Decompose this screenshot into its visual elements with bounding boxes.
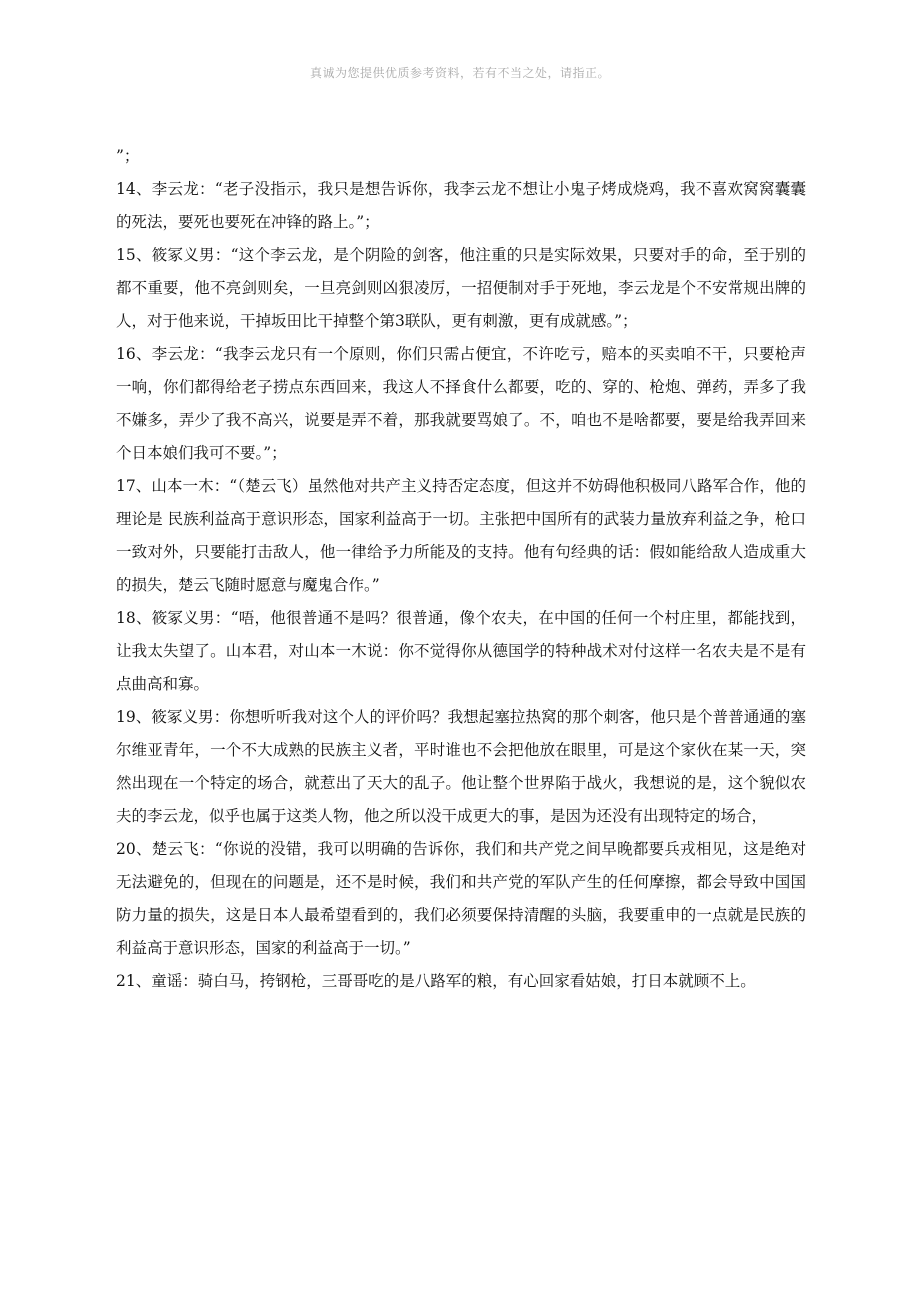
paragraph-quote-17: 17、山本一木：“（楚云飞）虽然他对共产主义持否定态度，但这并不妨碍他积极同八路军合作，他的理论是 民族利益高于意识形态，国家利益高于一切。主张把中国所有的武装力量放弃利益之争，枪口一致对外，只要能打击敌人，他一律给予力所能及的支持。他有句经典的话：假如能给敌人造成重大的损失，楚云飞随时愿意与魔鬼合作。” [116,477,806,594]
paragraph-quote-19: 19、筱冢义男：你想听听我对这个人的评价吗？我想起塞拉热窝的那个刺客，他只是个普普通通的塞尔维亚青年，一个不大成熟的民族主义者，平时谁也不会把他放在眼里，可是这个家伙在某一天，突然出现在一个特定的场合，就惹出了天大的乱子。他让整个世界陷于战火，我想说的是，这个貌似农夫的李云龙，似乎也属于这类人物，他之所以没干成更大的事，是因为还没有出现特定的场合， [116,708,806,825]
paragraph-quote-16: 16、李云龙：“我李云龙只有一个原则，你们只需占便宜，不许吃亏，赔本的买卖咱不干，只要枪声一响，你们都得给老子捞点东西回来，我这人不择食什么都要，吃的、穿的、枪炮、弹药，弄多了我不嫌多，弄少了我不高兴，说要是弄不着，那我就要骂娘了。不，咱也不是啥都要，要是给我弄回来个日本娘们我可不要。”； [116,345,806,462]
paragraph-quote-15: 15、筱冢义男：“这个李云龙，是个阴险的剑客，他注重的只是实际效果，只要对手的命，至于别的都不重要，他不亮剑则矣，一旦亮剑则凶狠凌厉，一招便制对手于死地，李云龙是个不安常规出牌的人，对于他来说，干掉坂田比干掉整个第3联队，更有刺激，更有成就感。”； [116,246,806,330]
paragraph-quote-14: 14、李云龙：“老子没指示，我只是想告诉你，我李云龙不想让小鬼子烤成烧鸡，我不喜欢窝窝囊囊的死法，要死也要死在冲锋的路上。”； [116,180,806,231]
header-watermark: 真诚为您提供优质参考资料，若有不当之处，请指正。 [309,66,610,80]
paragraph-quote-21: 21、童谣：骑白马，挎钢枪，三哥哥吃的是八路军的粮，有心回家看姑娘，打日本就顾不上。 [116,972,756,990]
paragraph-continuation: ”； [116,147,140,165]
paragraph-quote-18: 18、筱冢义男：“唔，他很普通不是吗？很普通，像个农夫，在中国的任何一个村庄里，都能找到，让我太失望了。山本君，对山本一木说：你不觉得你从德国学的特种战术对付这样一名农夫是不是有点曲高和寡。 [116,609,806,693]
paragraph-quote-20: 20、楚云飞：“你说的没错，我可以明确的告诉你，我们和共产党之间早晚都要兵戎相见，这是绝对无法避免的，但现在的问题是，还不是时候，我们和共产党的军队产生的任何摩擦，都会导致中国国防力量的损失，这是日本人最希望看到的，我们必须要保持清醒的头脑，我要重申的一点就是民族的利益高于意识形态，国家的利益高于一切。” [116,840,806,957]
document-body [116,140,806,998]
